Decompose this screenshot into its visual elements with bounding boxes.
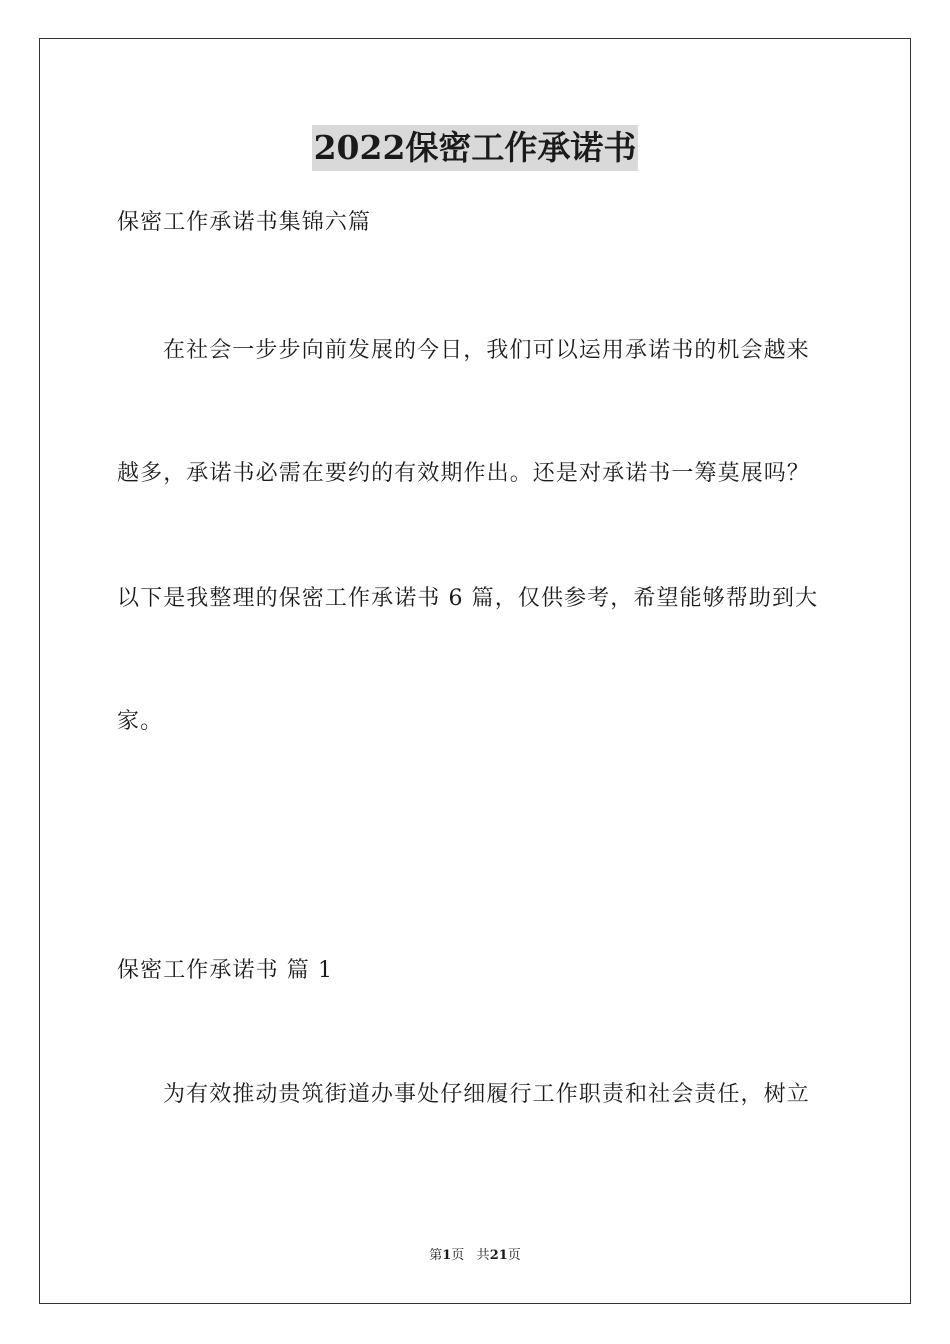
section-heading: 保密工作承诺书 篇 1	[117, 958, 334, 983]
document-title: 2022保密工作承诺书	[312, 125, 639, 171]
footer-total-unit: 页	[507, 1248, 521, 1263]
intro-paragraph-line-4: 家。	[117, 709, 164, 734]
section-paragraph-line-1: 为有效推动贵筑街道办事处仔细履行工作职责和社会责任，树立	[163, 1082, 810, 1107]
footer-page-total: 21	[489, 1248, 508, 1263]
document-subtitle: 保密工作承诺书集锦六篇	[117, 210, 372, 235]
intro-paragraph-line-1: 在社会一步步向前发展的今日，我们可以运用承诺书的机会越来	[163, 338, 810, 363]
footer-page-current: 1	[442, 1248, 452, 1263]
intro-paragraph-line-2: 越多，承诺书必需在要约的有效期作出。还是对承诺书一筹莫展吗？	[117, 461, 811, 486]
footer-page-unit: 页	[451, 1248, 465, 1263]
footer-page-prefix: 第	[429, 1248, 443, 1263]
page-footer	[0, 1247, 950, 1265]
title-container	[0, 125, 950, 171]
intro-paragraph-line-3: 以下是我整理的保密工作承诺书 6 篇，仅供参考，希望能够帮助到大	[117, 586, 819, 611]
footer-total-prefix: 共	[476, 1248, 490, 1263]
